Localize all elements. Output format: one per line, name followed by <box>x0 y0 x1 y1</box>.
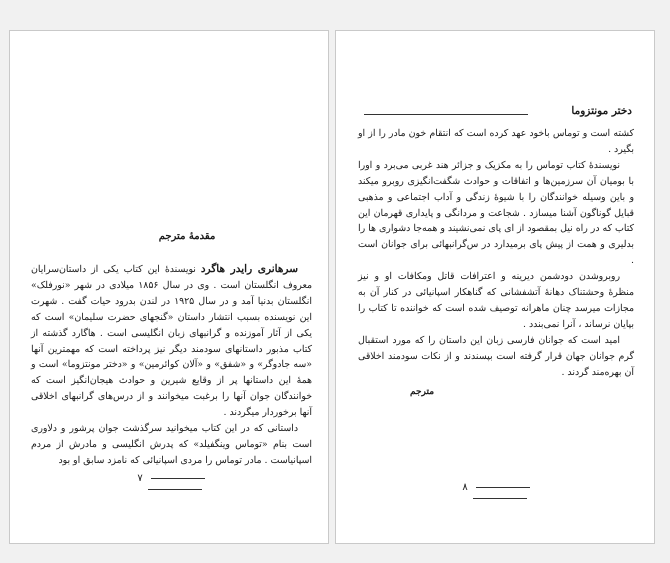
chapter-title: مقدمهٔ مترجم <box>158 231 216 242</box>
story-paragraph: داستانی که در این کتاب میخوانید سرگذشت جوان پرشور و دلاوری است بنام «توماس وینگفیلد» که پدرش انگلیسی و مادرش از مردم اسپانیاست . مادر توماس را مردی اسپانیائی که نامزد سابق او بود <box>31 423 312 466</box>
running-head: دختر مونتزوما <box>571 105 632 117</box>
paragraph-3: روبروشدن دودشمن دیرینه و اعترافات قاتل ومکافات او و نیز منظرهٔ وحشتناک دهانهٔ آتشفشانی که گناهکار اسپانیائی در کنار آن به مجازات میرسد چنان ماهرانه توصیف شده است که خواننده تا کتاب را بپایان نرساند ، آنرا نمی‌بندد . <box>358 271 634 330</box>
paragraph-2: نویسندهٔ کتاب توماس را به مکزیک و جزائر هند غربی می‌برد و اورا با بومیان آن سرزمین‌ها و اتفاقات و حوادث شگفت‌انگیزی روبرو میکند و باین وسیله خوانندگان را با شیوهٔ زندگی و آداب اجتماعی و مذهبی قبایل گوناگون آشنا میسازد . شجاعت و مردانگی و پایداری قهرمان این کتاب که در راه نیل بمقصود از ای پای نمی‌نشیند و همه‌جا دشواری ها را بدلیری و همت از پیش پای برمیدارد در س‌گرانبهائی برای جوانان است . <box>358 159 634 267</box>
author-name: سرهانری رایدر هاگرد <box>200 263 298 275</box>
right-page <box>335 30 655 544</box>
intro-paragraph-text: نویسندهٔ این کتاب یکی از داستان‌سرایان معروف انگلستان است . وی در سال ۱۸۵۶ میلادی در شهر «نورفلک» انگلستان بدنیا آمد و در سال ۱۹۲۵ در لندن بدرود حیات گفت . شهرت این نویسنده بسبب انتشار داستان «گنجهای حضرت سلیمان» است که یکی از آثار آموزنده و گرانبهای زبان انگلیسی است . هاگارد گذشته از کتاب مذبور داستانهای سودمند دیگر نیز پرداخته است که مهمترین آنها «سه جادوگر» و «شفق» و «آلان کوائرمین» و «دختر مونتزوما» است و همهٔ این داستانها پر از وقایع شیرین و حوادث هیجان‌انگیز است که خوانندگان جوان آنها را برغبت میخوانند و از درس‌های گرانبهای اخلاقی آنها برخوردار میگردند . <box>31 264 312 419</box>
intro-paragraph <box>31 262 312 421</box>
right-page-number: ۸ <box>440 482 560 504</box>
left-page <box>9 30 329 544</box>
paragraph-1: کشته است و توماس باخود عهد کرده است که انتقام خون مادر را از او بگیرد . <box>358 128 634 155</box>
left-page-number: ۷ <box>115 473 235 495</box>
left-page-body <box>31 262 312 469</box>
running-head-rule <box>364 114 528 115</box>
right-page-body <box>358 126 634 400</box>
paragraph-4: امید است که جوانان فارسی زبان این داستان را که مورد استقبال گرم جوانان جهان قرار گرفته است بپسندند و از نکات سودمند اخلاقی آن بهره‌مند گردند . <box>358 334 634 378</box>
translator-signature: مترجم <box>410 386 435 397</box>
